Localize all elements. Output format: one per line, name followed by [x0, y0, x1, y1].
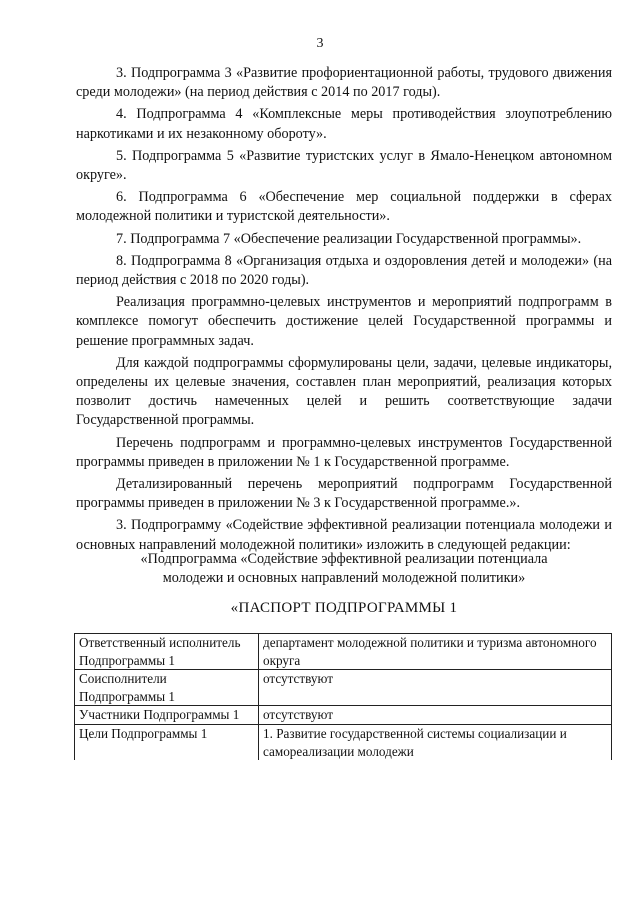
paragraph-subprogram-6: 6. Подпрограмма 6 «Обеспечение мер социальной поддержки в сферах молодежной политики и туристской деятельности».: [76, 189, 612, 225]
table-cell-value: отсутствуют: [259, 670, 612, 706]
subprogram-title-line-1: «Подпрограмма «Содействие эффективной реализации потенциала: [140, 551, 548, 567]
table-cell-label: Цели Подпрограммы 1: [75, 724, 259, 760]
table-cell-label: Участники Подпрограммы 1: [75, 706, 259, 725]
paragraph-detailed-list: Детализированный перечень мероприятий подпрограмм Государственной программы приведен в приложении № 3 к Государственной программе.».: [76, 476, 612, 512]
paragraph-amendment: 3. Подпрограмму «Содействие эффективной реализации потенциала молодежи и основных направлений молодежной политики» изложить в следующей редакции:: [76, 517, 612, 553]
document-body: [76, 64, 612, 558]
table-row: [75, 634, 612, 670]
subprogram-title-line-2: молодежи и основных направлений молодежной политики»: [162, 570, 526, 587]
table-row: [75, 670, 612, 706]
table-cell-value: 1. Развитие государственной системы социализации и самореализации молодежи: [259, 724, 612, 760]
paragraph-goals: Для каждой подпрограммы сформулированы цели, задачи, целевые индикаторы, определены их целевые значения, составлен план мероприятий, реализация которых позволит достичь намеченных целей и решить соответствующие задачи Государственной программы.: [76, 354, 612, 429]
subprogram-title: [76, 550, 612, 588]
paragraph-list-reference: Перечень подпрограмм и программно-целевых инструментов Государственной программы приведен в приложении № 1 к Государственной программе.: [76, 434, 612, 470]
paragraph-subprogram-5: 5. Подпрограмма 5 «Развитие туристских услуг в Ямало-Ненецком автономном округе».: [76, 147, 612, 184]
paragraph-subprogram-3: 3. Подпрограмма 3 «Развитие профориентационной работы, трудового движения среди молодежи» (на период действия с 2014 по 2017 годы).: [76, 65, 612, 101]
paragraph-subprogram-4: 4. Подпрограмма 4 «Комплексные меры противодействия злоупотреблению наркотиками и их незаконному обороту».: [76, 106, 612, 142]
paragraph-subprogram-8: 8. Подпрограмма 8 «Организация отдыха и оздоровления детей и молодежи» (на период действия с 2018 по 2020 годы).: [76, 252, 612, 289]
table-row: [75, 706, 612, 725]
paragraph-implementation: Реализация программно-целевых инструментов и мероприятий подпрограмм в комплексе помогут обеспечить достижение целей Государственной программы и решение программных задач.: [76, 294, 612, 349]
table-cell-label: Соисполнители Подпрограммы 1: [75, 670, 259, 706]
paragraph-subprogram-7: 7. Подпрограмма 7 «Обеспечение реализации Государственной программы».: [116, 230, 582, 247]
table-row: [75, 724, 612, 760]
page-number: 3: [316, 36, 324, 51]
table-cell-value: отсутствуют: [259, 706, 612, 725]
table-cell-label: Ответственный исполнитель Подпрограммы 1: [75, 634, 259, 670]
passport-table: [74, 633, 612, 760]
table-cell-value: департамент молодежной политики и туризма автономного округа: [259, 634, 612, 670]
passport-heading: «ПАСПОРТ ПОДПРОГРАММЫ 1: [230, 600, 458, 616]
